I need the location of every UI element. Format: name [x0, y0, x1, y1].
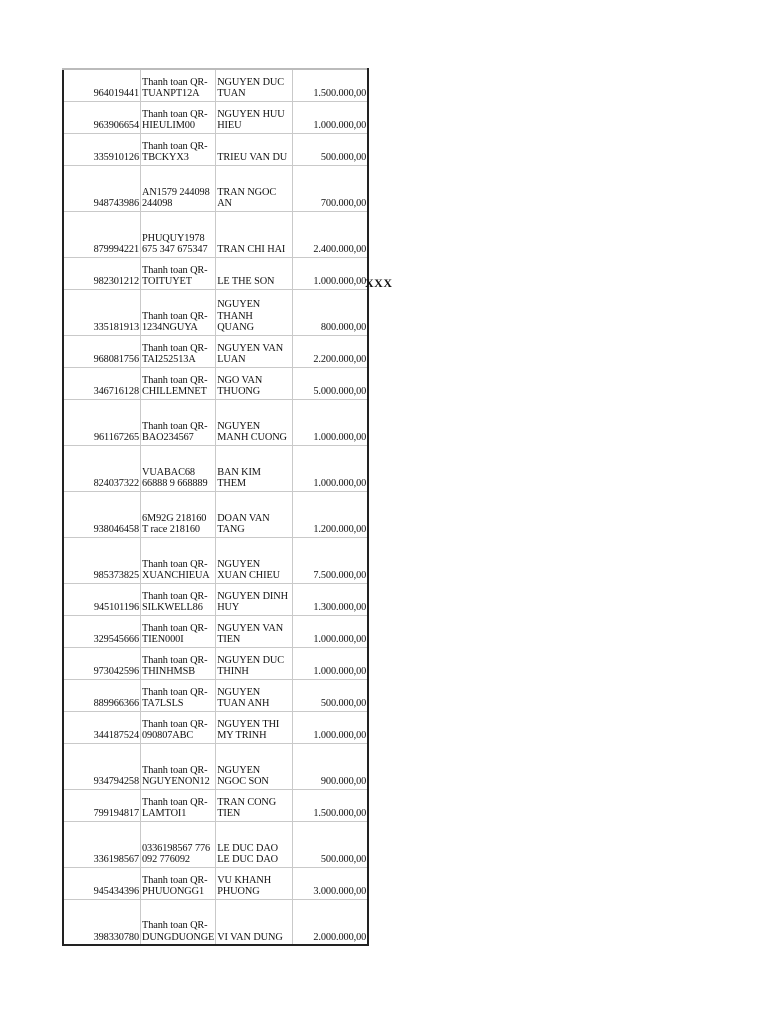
table-row: [63, 133, 368, 165]
table-row: [63, 867, 368, 899]
amount-cell: 500.000,00: [293, 679, 369, 711]
payer-name-cell: NGUYEN THI MY TRINH: [216, 711, 293, 743]
account-number-cell: 948743986: [63, 165, 141, 211]
amount-cell: 1.000.000,00: [293, 647, 369, 679]
payer-name-cell: NGUYEN MANH CUONG: [216, 399, 293, 445]
account-number-cell: 335910126: [63, 133, 141, 165]
payer-name-cell: NGUYEN VAN TIEN: [216, 615, 293, 647]
description-cell: Thanh toan QR- 090807ABC: [141, 711, 216, 743]
description-cell: Thanh toan QR- TIEN000I: [141, 615, 216, 647]
table-row: [63, 211, 368, 257]
amount-cell: 500.000,00: [293, 133, 369, 165]
account-number-cell: 934794258: [63, 743, 141, 789]
table-row: [63, 367, 368, 399]
description-cell: Thanh toan QR- TA7LSLS: [141, 679, 216, 711]
amount-cell: 500.000,00: [293, 821, 369, 867]
account-number-cell: 961167265: [63, 399, 141, 445]
account-number-cell: 938046458: [63, 491, 141, 537]
description-cell: PHUQUY1978 675 347 675347: [141, 211, 216, 257]
account-number-cell: 889966366: [63, 679, 141, 711]
description-cell: 0336198567 776 092 776092: [141, 821, 216, 867]
amount-cell: 1.000.000,00: [293, 257, 369, 289]
side-note-mark: XXX: [365, 276, 393, 290]
payer-name-cell: NGUYEN XUAN CHIEU: [216, 537, 293, 583]
transaction-table-body: [63, 69, 368, 945]
description-cell: Thanh toan QR- TAI252513A: [141, 335, 216, 367]
account-number-cell: 982301212: [63, 257, 141, 289]
description-cell: Thanh toan QR- TUANPT12A: [141, 69, 216, 101]
payer-name-cell: TRAN CONG TIEN: [216, 789, 293, 821]
payer-name-cell: NGO VAN THUONG: [216, 367, 293, 399]
table-row: [63, 583, 368, 615]
table-row: [63, 165, 368, 211]
account-number-cell: 329545666: [63, 615, 141, 647]
description-cell: Thanh toan QR- HIEULIM00: [141, 101, 216, 133]
account-number-cell: 346716128: [63, 367, 141, 399]
table-row: [63, 335, 368, 367]
amount-cell: 2.000.000,00: [293, 899, 369, 945]
table-row: [63, 491, 368, 537]
amount-cell: 700.000,00: [293, 165, 369, 211]
transaction-table: [62, 68, 369, 946]
table-row: [63, 679, 368, 711]
account-number-cell: 336198567: [63, 821, 141, 867]
table-row: [63, 289, 368, 335]
payer-name-cell: TRIEU VAN DU: [216, 133, 293, 165]
payer-name-cell: VU KHANH PHUONG: [216, 867, 293, 899]
description-cell: AN1579 244098 244098: [141, 165, 216, 211]
amount-cell: 7.500.000,00: [293, 537, 369, 583]
amount-cell: 1.200.000,00: [293, 491, 369, 537]
description-cell: Thanh toan QR- BAO234567: [141, 399, 216, 445]
payer-name-cell: NGUYEN VAN LUAN: [216, 335, 293, 367]
table-row: [63, 537, 368, 583]
account-number-cell: 945434396: [63, 867, 141, 899]
amount-cell: 1.000.000,00: [293, 399, 369, 445]
table-row: [63, 743, 368, 789]
payer-name-cell: NGUYEN DINH HUY: [216, 583, 293, 615]
payer-name-cell: NGUYEN DUC TUAN: [216, 69, 293, 101]
amount-cell: 900.000,00: [293, 743, 369, 789]
payer-name-cell: TRAN CHI HAI: [216, 211, 293, 257]
table-row: [63, 615, 368, 647]
payer-name-cell: LE THE SON: [216, 257, 293, 289]
payer-name-cell: NGUYEN NGOC SON: [216, 743, 293, 789]
payer-name-cell: NGUYEN HUU HIEU: [216, 101, 293, 133]
description-cell: 6M92G 218160 T race 218160: [141, 491, 216, 537]
account-number-cell: 985373825: [63, 537, 141, 583]
description-cell: Thanh toan QR- LAMTOI1: [141, 789, 216, 821]
account-number-cell: 799194817: [63, 789, 141, 821]
account-number-cell: 344187524: [63, 711, 141, 743]
amount-cell: 1.300.000,00: [293, 583, 369, 615]
account-number-cell: 398330780: [63, 899, 141, 945]
amount-cell: 800.000,00: [293, 289, 369, 335]
table-row: [63, 899, 368, 945]
table-row: [63, 257, 368, 289]
amount-cell: 1.000.000,00: [293, 445, 369, 491]
table-row: [63, 789, 368, 821]
account-number-cell: 335181913: [63, 289, 141, 335]
amount-cell: 1.500.000,00: [293, 789, 369, 821]
description-cell: Thanh toan QR- SILKWELL86: [141, 583, 216, 615]
account-number-cell: 963906654: [63, 101, 141, 133]
amount-cell: 1.000.000,00: [293, 101, 369, 133]
payer-name-cell: NGUYEN DUC THINH: [216, 647, 293, 679]
table-row: [63, 647, 368, 679]
payer-name-cell: NGUYEN TUAN ANH: [216, 679, 293, 711]
account-number-cell: 964019441: [63, 69, 141, 101]
amount-cell: 2.400.000,00: [293, 211, 369, 257]
description-cell: Thanh toan QR- TBCKYX3: [141, 133, 216, 165]
amount-cell: 3.000.000,00: [293, 867, 369, 899]
account-number-cell: 879994221: [63, 211, 141, 257]
description-cell: Thanh toan QR- THINHMSB: [141, 647, 216, 679]
payer-name-cell: NGUYEN THANH QUANG: [216, 289, 293, 335]
amount-cell: 2.200.000,00: [293, 335, 369, 367]
table-row: [63, 445, 368, 491]
account-number-cell: 824037322: [63, 445, 141, 491]
description-cell: Thanh toan QR- XUANCHIEUA: [141, 537, 216, 583]
payer-name-cell: LE DUC DAO LE DUC DAO: [216, 821, 293, 867]
table-row: [63, 101, 368, 133]
table-row: [63, 69, 368, 101]
description-cell: VUABAC68 66888 9 668889: [141, 445, 216, 491]
account-number-cell: 945101196: [63, 583, 141, 615]
amount-cell: 5.000.000,00: [293, 367, 369, 399]
description-cell: Thanh toan QR- CHILLEMNET: [141, 367, 216, 399]
account-number-cell: 973042596: [63, 647, 141, 679]
description-cell: Thanh toan QR- TOITUYET: [141, 257, 216, 289]
payer-name-cell: TRAN NGOC AN: [216, 165, 293, 211]
description-cell: Thanh toan QR- NGUYENON12: [141, 743, 216, 789]
table-row: [63, 711, 368, 743]
description-cell: Thanh toan QR- 1234NGUYA: [141, 289, 216, 335]
payer-name-cell: VI VAN DUNG: [216, 899, 293, 945]
amount-cell: 1.000.000,00: [293, 615, 369, 647]
table-row: [63, 399, 368, 445]
account-number-cell: 968081756: [63, 335, 141, 367]
payer-name-cell: BAN KIM THEM: [216, 445, 293, 491]
description-cell: Thanh toan QR- DUNGDUONGE: [141, 899, 216, 945]
table-row: [63, 821, 368, 867]
amount-cell: 1.000.000,00: [293, 711, 369, 743]
amount-cell: 1.500.000,00: [293, 69, 369, 101]
payer-name-cell: DOAN VAN TANG: [216, 491, 293, 537]
description-cell: Thanh toan QR- PHUUONGG1: [141, 867, 216, 899]
